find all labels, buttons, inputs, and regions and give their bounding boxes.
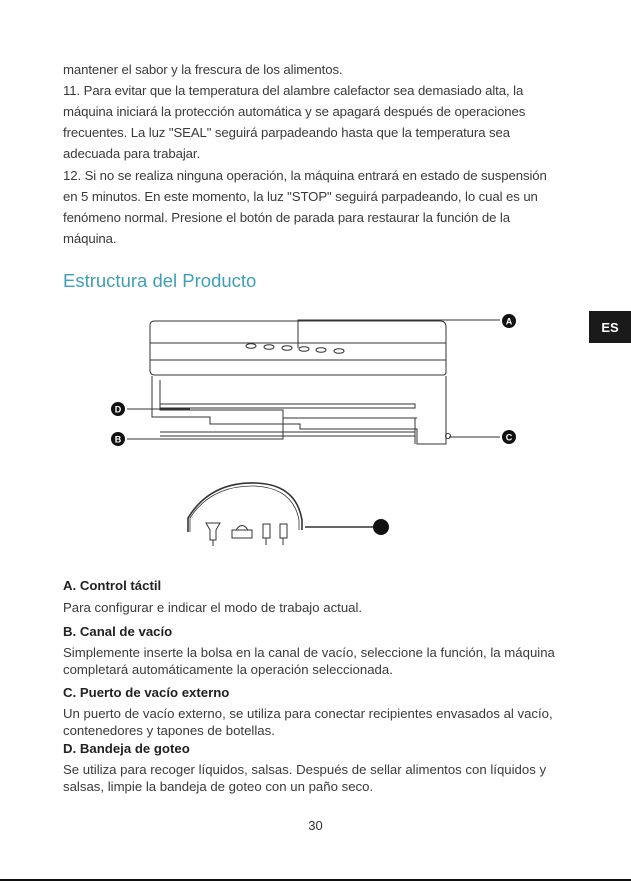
- intro-line: máquina.: [63, 231, 117, 246]
- part-title-b: B. Canal de vacío: [63, 624, 173, 639]
- page-number: 30: [308, 818, 323, 833]
- intro-line: en 5 minutos. En este momento, la luz "STOP" seguirá parpadeando, lo cual es un: [63, 189, 538, 204]
- part-title-a: A. Control táctil: [63, 578, 162, 593]
- touch-button: [316, 348, 326, 353]
- part-desc-d: Se utiliza para recoger líquidos, salsas. Después de sellar alimentos con líquidos y salsas, limpie la bandeja de goteo con un paño seco.: [63, 762, 547, 794]
- part-title-d: D. Bandeja de goteo: [63, 741, 190, 756]
- touch-button: [282, 346, 292, 351]
- language-tab: ES: [589, 311, 631, 343]
- touch-button: [246, 344, 256, 349]
- intro-line: fenómeno normal. Presione el botón de parada para restaurar la función de la: [63, 210, 510, 225]
- touch-button: [334, 349, 344, 354]
- intro-line: 12. Si no se realiza ninguna operación, la máquina entrará en estado de suspensión: [63, 168, 547, 183]
- cap-accessory: [232, 526, 252, 539]
- adapter-accessory: [263, 524, 270, 538]
- part-desc-a: Para configurar e indicar el modo de trabajo actual.: [63, 600, 363, 615]
- intro-line: máquina iniciará la protección automática y se apagará después de operaciones: [63, 104, 526, 119]
- product-diagram: [0, 300, 631, 550]
- bottom-rule: [0, 879, 631, 881]
- part-desc-b: Simplemente inserte la bolsa en la canal de vacío, seleccione la función, la máquina completará automáticamente la operación seleccionada.: [63, 645, 555, 677]
- stopper-accessory: [206, 523, 220, 540]
- part-title-c: C. Puerto de vacío externo: [63, 685, 230, 700]
- section-title: Estructura del Producto: [63, 270, 257, 291]
- touch-button: [299, 347, 309, 352]
- callout-label-b: B: [114, 434, 122, 445]
- callout-label-c: C: [505, 432, 513, 443]
- hose: [188, 483, 302, 532]
- intro-line: adecuada para trabajar.: [63, 146, 201, 161]
- intro-line: mantener el sabor y la frescura de los alimentos.: [63, 62, 343, 77]
- touch-button: [264, 345, 274, 350]
- callout-label-d: D: [114, 404, 122, 415]
- adapter-accessory: [280, 524, 287, 538]
- callout-accessories: [373, 519, 389, 535]
- intro-line: frecuentes. La luz "SEAL" seguirá parpadeando hasta que la temperatura sea: [63, 125, 510, 140]
- callout-label-a: A: [505, 316, 513, 327]
- drip-tray: [160, 404, 415, 408]
- intro-line: 11. Para evitar que la temperatura del alambre calefactor sea demasiado alta, la: [63, 83, 524, 98]
- part-desc-c: Un puerto de vacío externo, se utiliza para conectar recipientes envasados al vacío, contenedores y tapones de botellas.: [63, 706, 553, 738]
